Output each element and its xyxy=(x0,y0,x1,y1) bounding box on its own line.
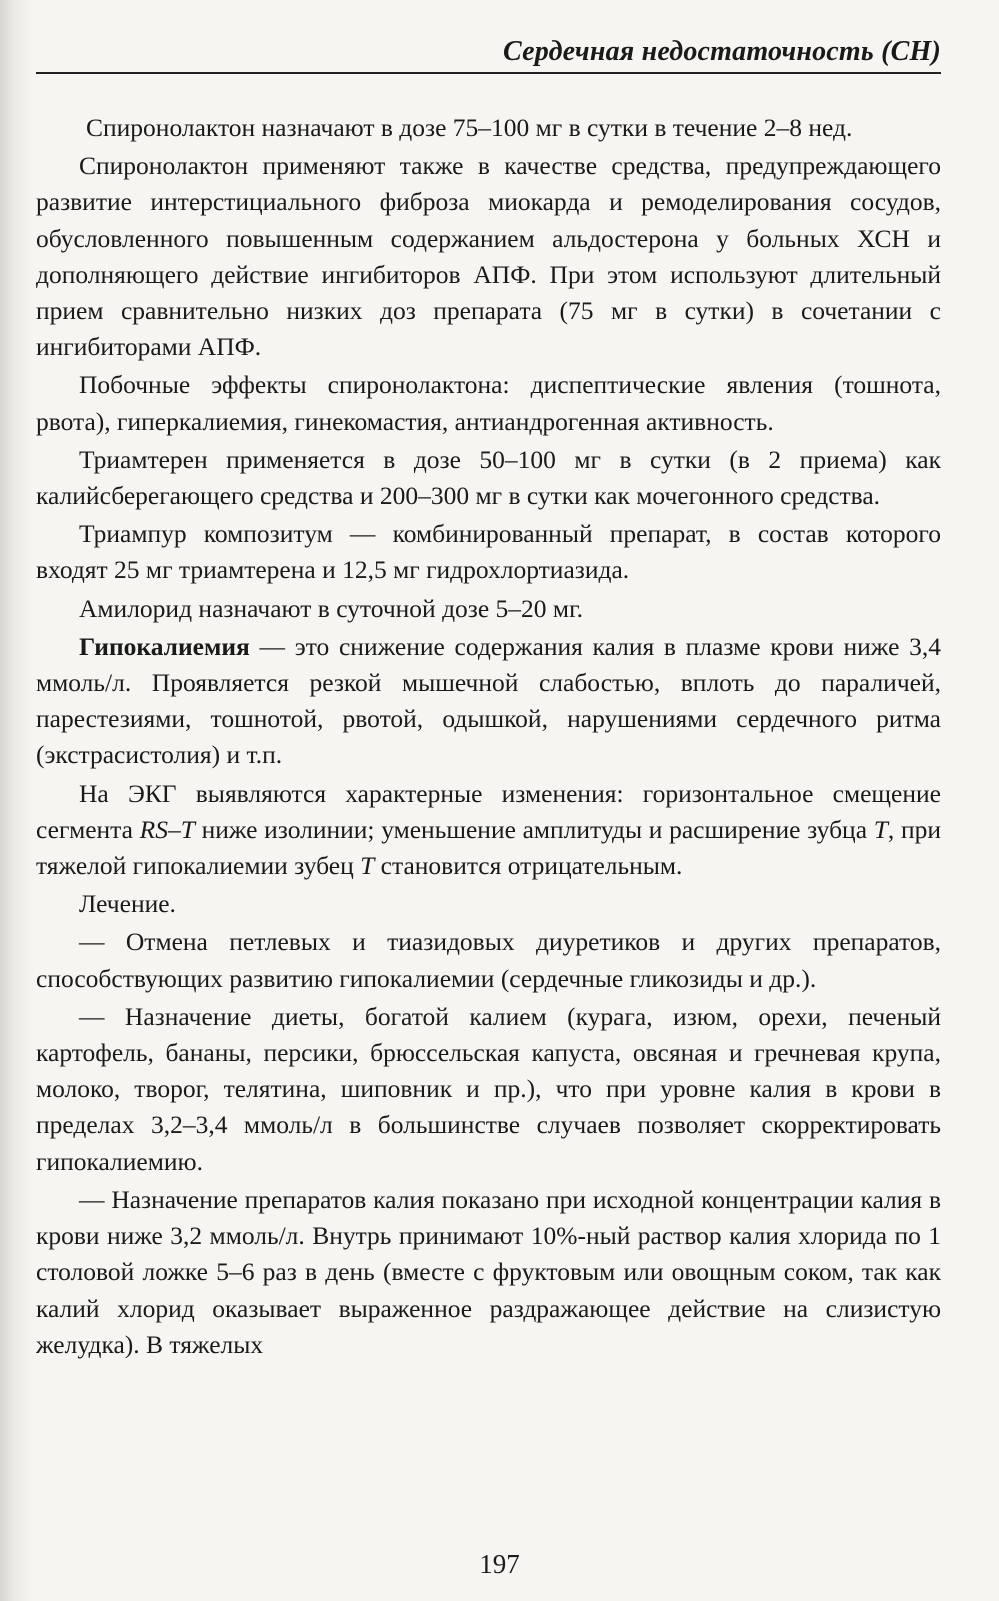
ecg-text-part-4: становится отрицательным. xyxy=(374,851,683,881)
paragraph-treatment-item-2: — Назначение диеты, богатой калием (курага, изюм, орехи, печеный картофель, бананы, персики, брюссельская капуста, овсяная и гречневая крупа, молоко, творог, телятина, шиповник и пр.), что при уровне калия в крови в пределах 3,2–3,4 ммоль/л в большинстве случаев позволяет скорректировать гипокалиемию. xyxy=(36,1001,941,1176)
running-head-title: Сердечная недостаточность (СН) xyxy=(503,36,941,67)
paragraph-amiloride: Амилорид назначают в суточной дозе 5–20 мг. xyxy=(79,593,584,623)
paragraph-treatment-item-3: — Назначение препаратов калия показано при исходной концентрации калия в крови ниже 3,2 ммоль/л. Внутрь принимают 10%-ный раствор калия хлорида по 1 столовой ложке 5–6 раз в день (вместе с фруктовым или овощным соком, так как калий хлорид оказывает выраженное раздражающее действие на слизистую желудка). В тяжелых xyxy=(36,1184,941,1359)
ecg-text-part-2: ниже изолинии; уменьшение амплитуды и расширение зубца xyxy=(194,814,874,844)
ecg-text-part-1: На ЭКГ выявляются характерные изменения: горизонтальное смещение сегмента xyxy=(36,778,941,844)
paragraph-triamterene: Триамтерен применяется в дозе 50–100 мг в сутки (в 2 приема) как калийсберегающего средства и 200–300 мг в сутки как мочегонного средства. xyxy=(36,444,941,511)
running-head xyxy=(36,28,941,74)
page-number: 197 xyxy=(479,1549,520,1579)
ecg-wave-t-second: T xyxy=(360,851,375,881)
paragraph-treatment-heading: Лечение. xyxy=(79,889,176,919)
hypokalemia-definition: — это снижение содержания калия в плазме крови ниже 3,4 ммоль/л. Проявляется резкой мышечной слабостью, вплоть до параличей, парестезиями, тошнотой, рвотой, одышкой, нарушениями сердечного ритма (экстрасистолия) и т.п. xyxy=(36,631,941,770)
ecg-wave-t: T xyxy=(873,814,888,844)
paragraph-ecg xyxy=(36,776,941,885)
paragraph-spironolactone-dose: Спиронолактон назначают в дозе 75–100 мг в сутки в течение 2–8 нед. xyxy=(86,113,853,142)
term-hypokalemia: Гипокалиемия xyxy=(79,631,250,661)
paragraph-triampur: Триампур композитум — комбинированный препарат, в состав которого входят 25 мг триамтерена и 12,5 мг гидрохлортиазида. xyxy=(36,519,941,585)
paragraph-side-effects: Побочные эффекты спиронолактона: диспептические явления (тошнота, рвота), гиперкалиемия, гинекомастия, антиандрогенная активность. xyxy=(36,370,941,436)
paragraph-spironolactone-use: Спиронолактон применяют также в качестве средства, предупреждающего развитие интерстициального фиброза миокарда и ремоделирования сосудов, обусловленного повышенным содержанием альдостерона у больных ХСН и дополняющего действие ингибиторов АПФ. При этом используют длительный прием сравнительно низких доз препарата (75 мг в сутки) в сочетании с ингибиторами АПФ. xyxy=(36,151,941,362)
paragraph-hypokalemia xyxy=(36,629,941,774)
body-text xyxy=(36,110,941,1365)
ecg-text-part-3: , при тяжелой гипокалиемии зубец xyxy=(36,814,941,881)
ecg-segment-rs-t: RS–T xyxy=(139,814,195,844)
paragraph-treatment-item-1: — Отмена петлевых и тиазидовых диуретиков и других препаратов, способствующих развитию гипокалиемии (сердечные гликозиды и др.). xyxy=(36,927,941,993)
